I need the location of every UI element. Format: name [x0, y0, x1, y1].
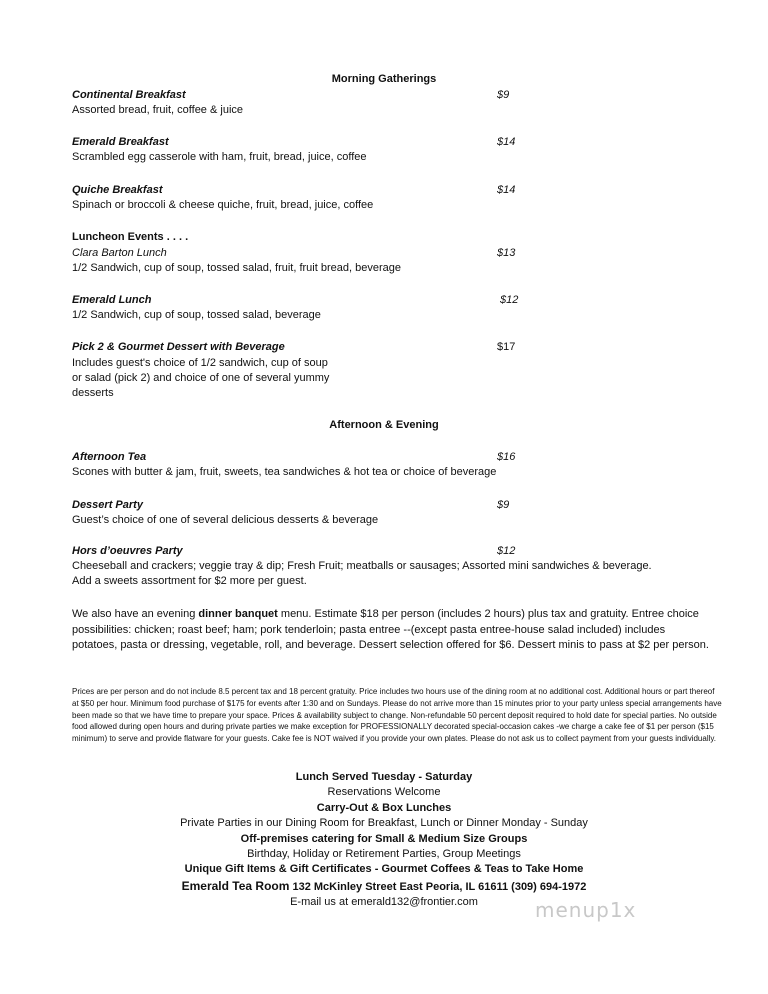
item-name: Luncheon Events . . . . — [72, 231, 189, 243]
footer-line: Carry-Out & Box Lunches — [316, 802, 452, 814]
item-description: 1/2 Sandwich, cup of soup, tossed salad, fruit, fruit bread, beverage — [72, 262, 401, 274]
item-description: Includes guest's choice of 1/2 sandwich, cup of soup — [72, 357, 328, 369]
item-description: Cheeseball and crackers; veggie tray & dip; Fresh Fruit; meatballs or sausages; Assorted mini sandwiches & beverage. — [72, 560, 652, 572]
item-description: 1/2 Sandwich, cup of soup, tossed salad, beverage — [72, 309, 321, 321]
fine-print: Prices are per person and do not include 8.5 percent tax and 18 percent gratuity. Price includes two hours use of the dining room at no additional cost. Additional hours or part thereof at $50 per hour. Minimum food purchase of $175 for events after 1:30 and on Sundays. Please do not arrive more than 15 minutes prior to your party unless special arrangements have been made so that we have time to prepare your space. Prices & availability subject to change. Non-refundable 50 percent deposit required to hold date for special parties. No outside food allowed during open hours and during private parties we make exception for PROFESSIONALLY decorated special-occasion cakes -we charge a cake fee of $1 per person ($15 minimum) to serve and provide flatware for your guests. Cake fee is NOT waived if you provide your own plates. Please do not ask us to collect payment from your guests individually. — [72, 687, 722, 744]
item-price: $9 — [497, 499, 510, 511]
item-description: desserts — [72, 387, 114, 399]
item-price: $16 — [497, 451, 516, 463]
item-price: $12 — [497, 545, 516, 557]
dinner-text: menu. Estimate $18 per person (includes 2 hours) plus tax and gratuity. Entree choice possibilities: chicken; roast beef; ham; pork tenderloin; pasta entree --(except pasta entree-house salad included) includes potatoes, pasta or dressing, vegetable, roll, and beverage. Dessert selection offered for $6. Dessert minis to pass at $2 per person. — [72, 608, 709, 651]
menupix-watermark: menup1x — [535, 898, 637, 922]
section-heading-afternoon: Afternoon & Evening — [329, 419, 439, 431]
item-name: Continental Breakfast — [72, 89, 186, 101]
footer-line: Reservations Welcome — [327, 786, 441, 798]
footer-line: Birthday, Holiday or Retirement Parties, Group Meetings — [247, 848, 521, 860]
item-description: Assorted bread, fruit, coffee & juice — [72, 104, 243, 116]
item-description: Add a sweets assortment for $2 more per guest. — [72, 575, 307, 587]
item-name: Dessert Party — [72, 499, 143, 511]
footer-contact — [0, 879, 768, 893]
item-price: $13 — [497, 247, 516, 259]
item-name: Emerald Breakfast — [72, 136, 169, 148]
dinner-banquet-paragraph — [72, 607, 712, 654]
item-price: $9 — [497, 89, 510, 101]
item-subname: Clara Barton Lunch — [72, 247, 167, 259]
item-description: Scones with butter & jam, fruit, sweets, tea sandwiches & hot tea or choice of beverage — [72, 466, 497, 478]
item-price: $12 — [500, 294, 519, 306]
item-description: Spinach or broccoli & cheese quiche, fruit, bread, juice, coffee — [72, 199, 374, 211]
dinner-banquet-emphasis: dinner banquet — [198, 608, 278, 620]
footer-line: Unique Gift Items & Gift Certificates - Gourmet Coffees & Teas to Take Home — [184, 863, 584, 875]
section-heading-morning: Morning Gatherings — [331, 73, 437, 85]
item-price: $14 — [497, 136, 516, 148]
footer-line: Private Parties in our Dining Room for Breakfast, Lunch or Dinner Monday - Sunday — [180, 817, 588, 829]
footer-email[interactable]: E-mail us at emerald132@frontier.com — [290, 896, 478, 908]
dinner-text: We also have an evening — [72, 608, 199, 620]
item-price: $14 — [497, 184, 516, 196]
brand-name: Emerald Tea Room — [181, 879, 290, 893]
item-name: Emerald Lunch — [72, 294, 152, 306]
item-price: $17 — [497, 341, 516, 353]
footer-line: Off-premises catering for Small & Medium Size Groups — [240, 833, 528, 845]
item-description: Scrambled egg casserole with ham, fruit, bread, juice, coffee — [72, 151, 367, 163]
item-name: Pick 2 & Gourmet Dessert with Beverage — [72, 341, 285, 353]
item-description: or salad (pick 2) and choice of one of several yummy — [72, 372, 330, 384]
footer-line: Lunch Served Tuesday - Saturday — [295, 771, 473, 783]
item-name: Quiche Breakfast — [72, 184, 163, 196]
item-description: Guest’s choice of one of several delicious desserts & beverage — [72, 514, 379, 526]
item-name: Hors d’oeuvres Party — [72, 545, 183, 557]
address-phone: 132 McKinley Street East Peoria, IL 61611 (309) 694-1972 — [289, 881, 587, 893]
item-name: Afternoon Tea — [72, 451, 147, 463]
